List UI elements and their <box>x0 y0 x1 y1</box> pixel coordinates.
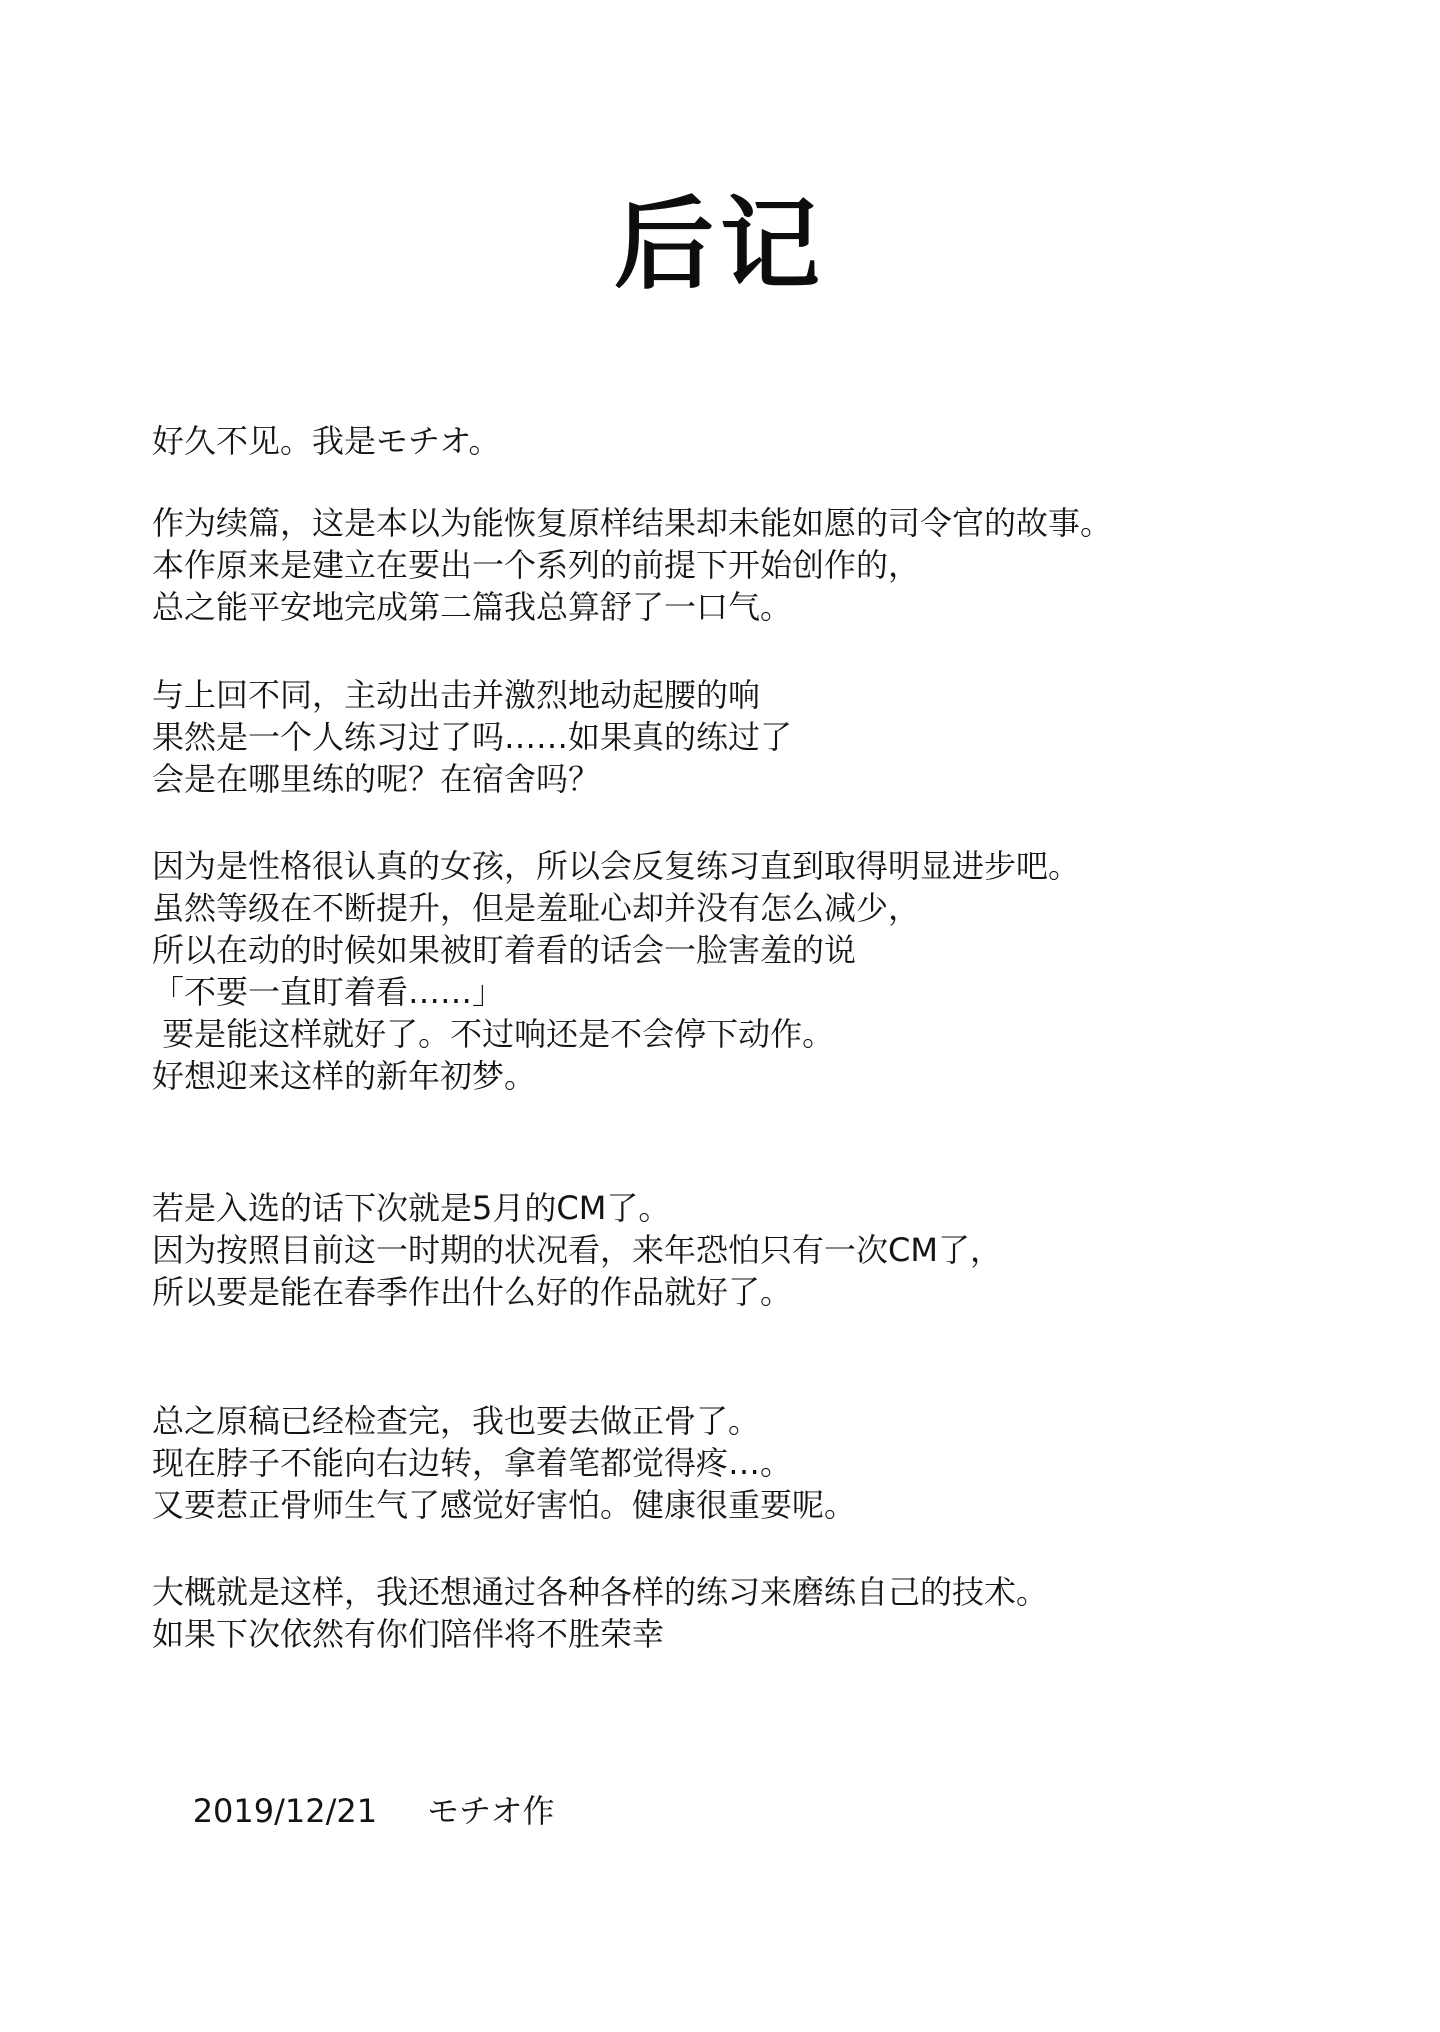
text-line: 又要惹正骨师生气了感觉好害怕。健康很重要呢。 <box>152 1486 857 1524</box>
date-text: 2019/12/21 <box>192 1792 378 1830</box>
text-line: 作为续篇，这是本以为能恢复原样结果却未能如愿的司令官的故事。 <box>152 504 1113 542</box>
text-line: 果然是一个人练习过了吗……如果真的练过了 <box>152 718 793 756</box>
text-line: 虽然等级在不断提升，但是羞耻心却并没有怎么减少， <box>152 889 921 927</box>
text-line: 与上回不同，主动出击并激烈地动起腰的响 <box>152 676 761 714</box>
text-line: 好想迎来这样的新年初梦。 <box>152 1057 537 1095</box>
text-line: 因为按照目前这一时期的状况看，来年恐怕只有一次CM了， <box>152 1231 1002 1269</box>
text-line: 现在脖子不能向右边转，拿着笔都觉得疼…。 <box>152 1444 793 1482</box>
text-line: 若是入选的话下次就是5月的CM了。 <box>152 1189 671 1227</box>
paragraph-dream <box>152 845 1080 1097</box>
page-title: 后记 <box>614 186 826 303</box>
footer-signature-line <box>152 1748 555 1874</box>
paragraph-sequel <box>152 502 1112 628</box>
text-line: 所以要是能在春季作出什么好的作品就好了。 <box>152 1273 793 1311</box>
author-signature: モチオ作 <box>427 1792 555 1830</box>
paragraph-health <box>152 1400 856 1526</box>
text-line: 所以在动的时候如果被盯着看的话会一脸害羞的说 <box>152 931 857 969</box>
paragraph-next-event <box>152 1187 1002 1313</box>
text-line: 总之原稿已经检查完，我也要去做正骨了。 <box>152 1402 761 1440</box>
text-line: 好久不见。我是モチオ。 <box>152 422 501 460</box>
paragraph-greeting <box>152 420 500 462</box>
text-line: 总之能平安地完成第二篇我总算舒了一口气。 <box>152 588 793 626</box>
paragraph-closing <box>152 1571 1048 1655</box>
text-line: 「不要一直盯着看……」 <box>152 973 505 1011</box>
text-line: 本作原来是建立在要出一个系列的前提下开始创作的， <box>152 546 921 584</box>
paragraph-practice <box>152 674 792 800</box>
text-line: 大概就是这样，我还想通过各种各样的练习来磨练自己的技术。 <box>152 1573 1049 1611</box>
text-line: 要是能这样就好了。不过响还是不会停下动作。 <box>152 1015 835 1053</box>
text-line: 如果下次依然有你们陪伴将不胜荣幸 <box>152 1615 665 1653</box>
text-line: 会是在哪里练的呢？在宿舍吗？ <box>152 760 601 798</box>
text-line: 因为是性格很认真的女孩，所以会反复练习直到取得明显进步吧。 <box>152 847 1081 885</box>
